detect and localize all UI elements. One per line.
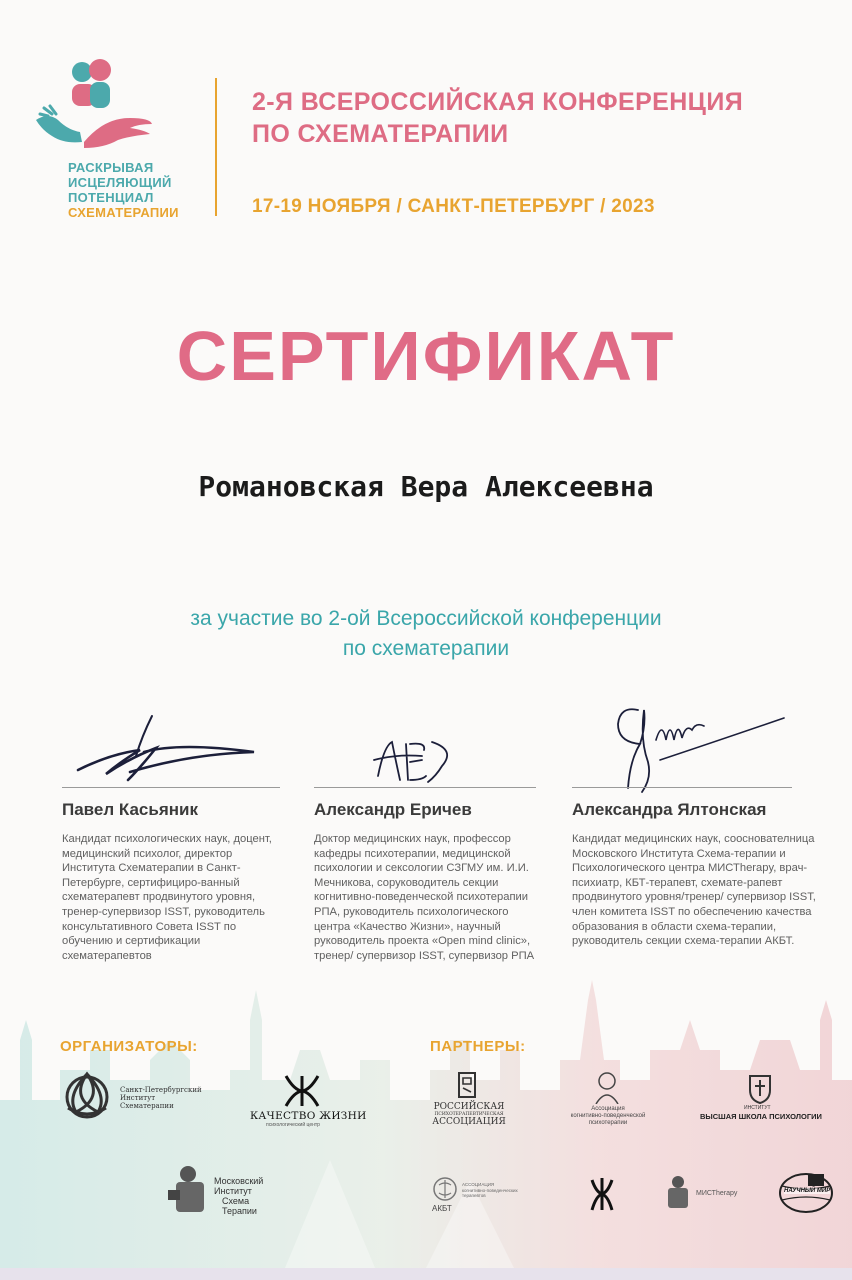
akbt-text	[462, 1182, 518, 1199]
akpp-text	[556, 1106, 660, 1127]
akbt-logo-icon	[432, 1176, 458, 1202]
spb-institute-line-2: Институт	[120, 1094, 156, 1102]
bottom-bar	[0, 1268, 852, 1280]
akbt-line-2: когнитивно-поведенческих	[462, 1187, 518, 1193]
signature-erichev-icon	[370, 736, 466, 788]
logo-caption	[68, 160, 198, 220]
rpa-line-3: АССОЦИАЦИЯ	[432, 1117, 506, 1127]
signatory-name-3: Александра Ялтонская	[572, 800, 767, 819]
certificate-title: СЕРТИФИКАТ	[176, 317, 676, 395]
reason-line-2: по схематерапии	[342, 637, 510, 660]
spb-institute-line-3: Схематерапии	[120, 1102, 174, 1110]
akpp-line-2: когнитивно-поведенческой	[570, 1113, 646, 1119]
akpp-portrait-icon	[594, 1070, 620, 1104]
akpp-line-1: Ассоциация	[591, 1106, 625, 1112]
akbt-line-3: терапевтов	[462, 1193, 486, 1198]
logo-line-1: РАСКРЫВАЯ	[68, 160, 154, 175]
nauchny-mir-text: НАУЧНЫЙ МИР	[784, 1188, 831, 1194]
spb-institute-text	[120, 1086, 202, 1110]
conference-title-line-1: 2-Я ВСЕРОССИЙСКАЯ КОНФЕРЕНЦИЯ	[252, 88, 744, 116]
signatory-name-1: Павел Касьяник	[62, 800, 198, 819]
moscow-institute-logo-icon	[168, 1164, 212, 1214]
logo-line-3: ПОТЕНЦИАЛ	[68, 190, 154, 205]
conference-title-line-2: ПО СХЕМАТЕРАПИИ	[252, 120, 509, 148]
triquetra-logo-icon	[58, 1068, 116, 1126]
city-skyline-background	[0, 980, 852, 1280]
signature-line-3	[572, 787, 792, 788]
recipient-name: Романовская Вера Алексеевна	[198, 470, 654, 503]
rpa-text	[430, 1102, 508, 1127]
kachestvo-zhizni-text: КАЧЕСТВО ЖИЗНИ	[250, 1110, 367, 1122]
conference-logo-icon	[34, 58, 164, 158]
vshp-subtitle: ИНСТИТУТ	[744, 1105, 771, 1111]
conference-dates: 17-19 НОЯБРЯ / САНКТ-ПЕТЕРБУРГ / 2023	[252, 196, 655, 217]
vshp-crest-icon	[748, 1074, 772, 1104]
mist-logo-icon	[662, 1174, 694, 1210]
kachestvo-zhizni-subtitle: психологический центр	[266, 1122, 320, 1128]
zh-partner-logo-icon	[590, 1176, 614, 1212]
rpa-emblem-icon	[458, 1072, 476, 1098]
moscow-institute-text	[214, 1176, 263, 1216]
signature-line-2	[314, 787, 536, 788]
akbt-line-1: АССОЦИАЦИЯ	[462, 1182, 495, 1187]
moscow-institute-line-4: Терапии	[222, 1206, 257, 1216]
moscow-institute-line-3: Схема	[222, 1196, 250, 1206]
kachestvo-zhizni-logo-icon	[282, 1074, 322, 1108]
signatory-name-2: Александр Еричев	[314, 800, 472, 819]
signatory-description-1: Кандидат психологических наук, доцент, медицинский психолог, директор Института Схематерапии в Санкт-Петербурге, сертифициро-ванный схематерапевт продвинутого уровня, тренер-супервизор ISST, руководитель консультативного Совета ISST по обучению и сертификации схематерапевтов	[62, 833, 272, 962]
rpa-line-1: РОССИЙСКАЯ	[433, 1102, 505, 1112]
partners-label: ПАРТНЕРЫ:	[430, 1038, 526, 1055]
reason-line-1: за участие во 2-ой Всероссийской конференции	[190, 607, 662, 630]
rpa-line-2: ПСИХОТЕРАПЕВТИЧЕСКАЯ	[434, 1112, 504, 1117]
vshp-text: ВЫСШАЯ ШКОЛА ПСИХОЛОГИИ	[700, 1112, 822, 1121]
signatory-description-2: Доктор медицинских наук, профессор кафедры психотерапии, медицинской психологии и сексологии СЗГМУ им. И.И. Мечникова, соруководитель секции когнитивно-поведенческой психотерапии РПА, руководитель психологического центра «Качество Жизни», научный руководитель проекта «Open mind clinic», тренер/ супервизор ISST, супервизор РПА	[314, 833, 535, 962]
moscow-institute-line-1: Московский	[214, 1176, 264, 1186]
mist-text: МИСТherapy	[696, 1190, 738, 1197]
signature-yaltonskaya-icon	[600, 700, 790, 796]
spb-institute-line-1: Санкт-Петербургский	[120, 1086, 202, 1094]
award-reason	[0, 604, 852, 664]
signature-line-1	[62, 787, 280, 788]
akbt-label: АКБТ	[432, 1204, 452, 1213]
header-divider	[215, 78, 217, 216]
moscow-institute-line-2: Институт	[214, 1186, 252, 1196]
akpp-line-3: психотерапии	[588, 1120, 628, 1126]
signature-kasyanik-icon	[70, 712, 260, 792]
logo-line-4: СХЕМАТЕРАПИИ	[68, 205, 179, 220]
organizers-label: ОРГАНИЗАТОРЫ:	[60, 1038, 198, 1055]
logo-line-2: ИСЦЕЛЯЮЩИЙ	[68, 175, 172, 190]
signatory-description-3: Кандидат медицинских наук, сооснователница Московского Института Схема-терапии и Психологического центра МИСТherapy, врач-психиатр, КБТ-терапевт, схемате-рапевт продвинутого уровня/тренер/ супервизор ISST, член комитета ISST по обеспечению качества образования в области схема-терапии, руководитель секции схема-терапии АКБТ.	[572, 833, 816, 948]
